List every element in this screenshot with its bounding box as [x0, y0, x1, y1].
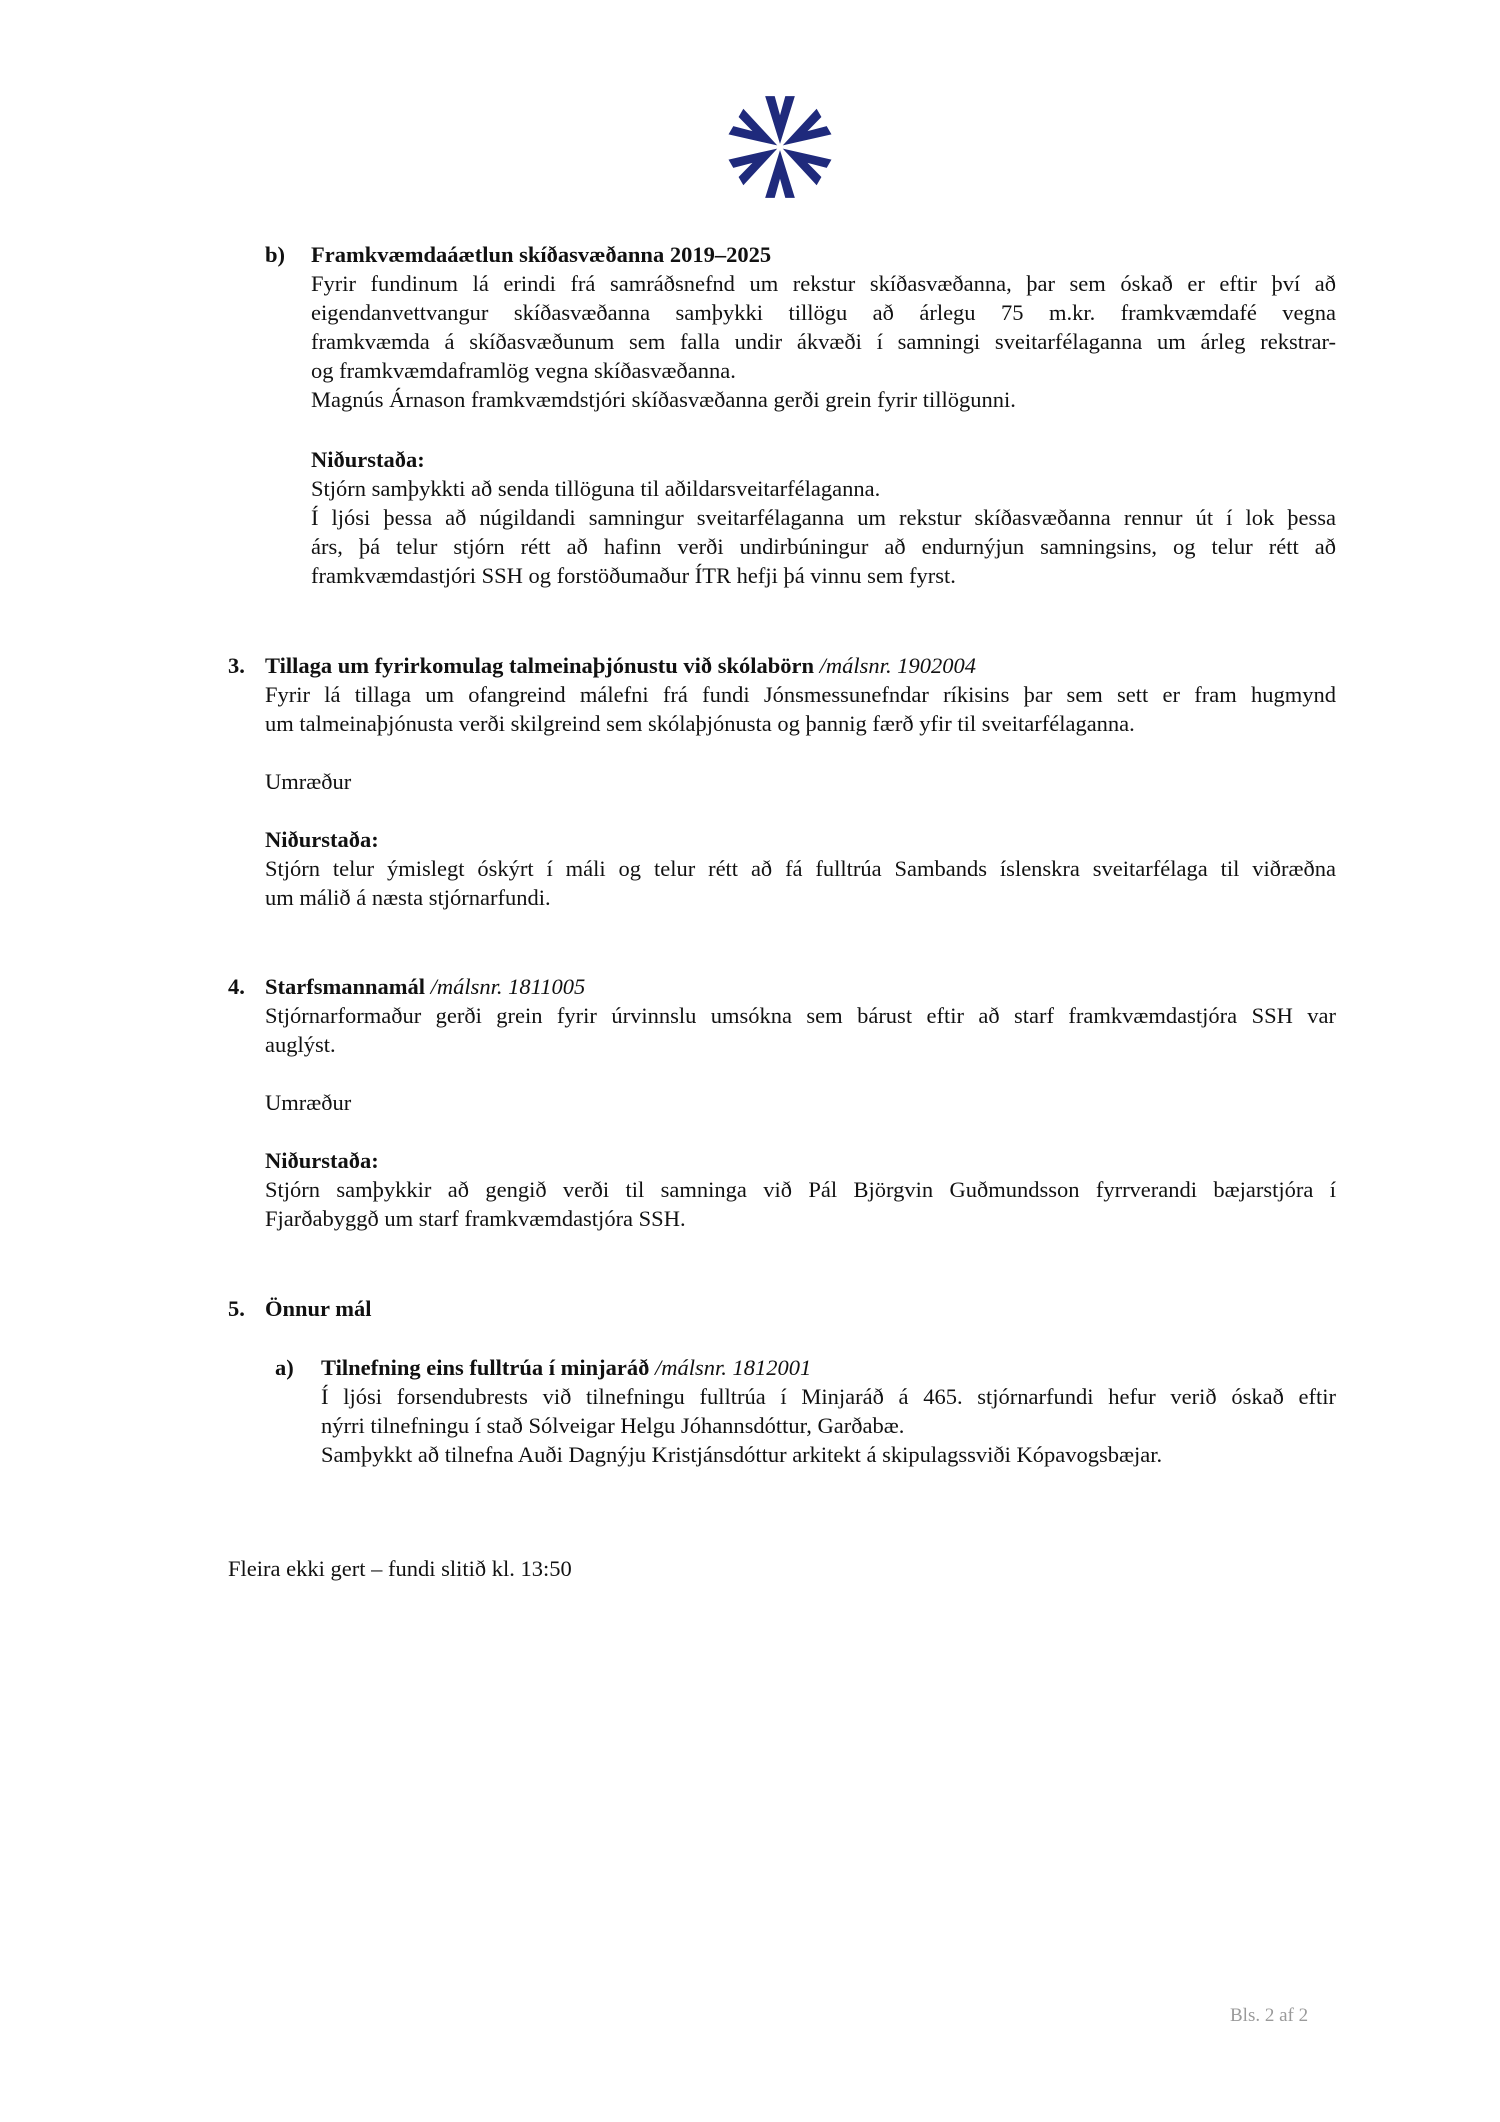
- section-b-text-line: Magnús Árnason framkvæmdstjóri skíðasvæðanna gerði grein fyrir tillögunni.: [311, 387, 1016, 412]
- section-b-label: b): [265, 242, 286, 267]
- item-4-result-line: Stjórn samþykkir að gengið verði til samninga við Pál Björgvin Guðmundsson fyrrverandi bæjarstjóra í: [265, 1177, 1336, 1202]
- section-b-result-line: Stjórn samþykkti að senda tillöguna til aðildarsveitarfélaganna.: [311, 476, 881, 501]
- item-3-text-line: Fyrir lá tillaga um ofangreind málefni frá fundi Jónsmessunefndar ríkisins þar sem sett er fram hugmynd: [265, 682, 1336, 707]
- item-4-number: 4.: [228, 974, 245, 999]
- item-5a-label: a): [275, 1355, 294, 1380]
- item-5-number: 5.: [228, 1296, 245, 1321]
- item-4-result-label: Niðurstaða:: [265, 1148, 379, 1173]
- item-5a-text-line: Samþykkt að tilnefna Auði Dagnýju Kristjánsdóttur arkitekt á skipulagssviði Kópavogsbæjar.: [321, 1442, 1163, 1467]
- item-4-text-line: Stjórnarformaður gerði grein fyrir úrvinnslu umsókna sem bárust eftir að starf framkvæmdastjóra SSH var: [265, 1003, 1336, 1028]
- item-4-ref: /málsnr. 1811005: [425, 974, 586, 999]
- item-5a-heading: [321, 1353, 811, 1382]
- item-3-text-line: um talmeinaþjónusta verði skilgreind sem skólaþjónusta og þannig færð yfir til sveitarfélaganna.: [265, 711, 1135, 736]
- item-3-result-label: Niðurstaða:: [265, 827, 379, 852]
- section-b-result-line: árs, þá telur stjórn rétt að hafinn verði undirbúningur að endurnýjun samningsins, og telur rétt að: [311, 534, 1336, 559]
- item-3-title: Tillaga um fyrirkomulag talmeinaþjónustu við skólabörn: [265, 653, 815, 678]
- item-5a-text-line: Í ljósi forsendubrests við tilnefningu fulltrúa í Minjaráð á 465. stjórnarfundi hefur verið óskað eftir: [321, 1384, 1336, 1409]
- item-4-result-line: Fjarðabyggð um starf framkvæmdastjóra SSH.: [265, 1206, 686, 1231]
- snowflake-logo-icon: [727, 93, 833, 201]
- page-number: Bls. 2 af 2: [1230, 2005, 1309, 2026]
- item-3-number: 3.: [228, 653, 245, 678]
- item-4-text-line: auglýst.: [265, 1032, 336, 1057]
- section-b-result-line: framkvæmdastjóri SSH og forstöðumaður ÍTR hefji þá vinnu sem fyrst.: [311, 563, 956, 588]
- section-b-text-line: Fyrir fundinum lá erindi frá samráðsnefnd um rekstur skíðasvæðanna, þar sem óskað er eftir því að: [311, 271, 1336, 296]
- section-b-text-line: og framkvæmdaframlög vegna skíðasvæðanna.: [311, 358, 736, 383]
- item-4-discussion: Umræður: [265, 1090, 352, 1115]
- item-3-discussion: Umræður: [265, 769, 352, 794]
- item-3-heading: [265, 651, 976, 680]
- section-b-result-line: Í ljósi þessa að núgildandi samningur sveitarfélaganna um rekstur skíðasvæðanna rennur út í lok þessa: [311, 505, 1336, 530]
- item-4-title: Starfsmannamál: [265, 974, 426, 999]
- section-b-text-line: framkvæmda á skíðasvæðunum sem falla undir ákvæði í samningi sveitarfélaganna um árleg rekstrar-: [311, 329, 1336, 354]
- item-4-heading: [265, 972, 585, 1001]
- item-3-ref: /málsnr. 1902004: [814, 653, 976, 678]
- item-3-result-line: Stjórn telur ýmislegt óskýrt í máli og telur rétt að fá fulltrúa Sambands íslenskra sveitarfélaga til viðræðna: [265, 856, 1336, 881]
- item-5a-ref: /málsnr. 1812001: [649, 1355, 812, 1380]
- item-5a-text-line: nýrri tilnefningu í stað Sólveigar Helgu Jóhannsdóttur, Garðabæ.: [321, 1413, 905, 1438]
- section-b-title: Framkvæmdaáætlun skíðasvæðanna 2019–2025: [311, 242, 772, 267]
- closing-note: Fleira ekki gert – fundi slitið kl. 13:50: [228, 1556, 572, 1581]
- section-b-text-line: eigendanvettvangur skíðasvæðanna samþykki tillögu að árlegu 75 m.kr. framkvæmdafé vegna: [311, 300, 1336, 325]
- item-5-title: Önnur mál: [265, 1296, 372, 1321]
- item-5a-title: Tilnefning eins fulltrúa í minjaráð: [321, 1355, 650, 1380]
- item-3-result-line: um málið á næsta stjórnarfundi.: [265, 885, 551, 910]
- section-b-result-label: Niðurstaða:: [311, 447, 425, 472]
